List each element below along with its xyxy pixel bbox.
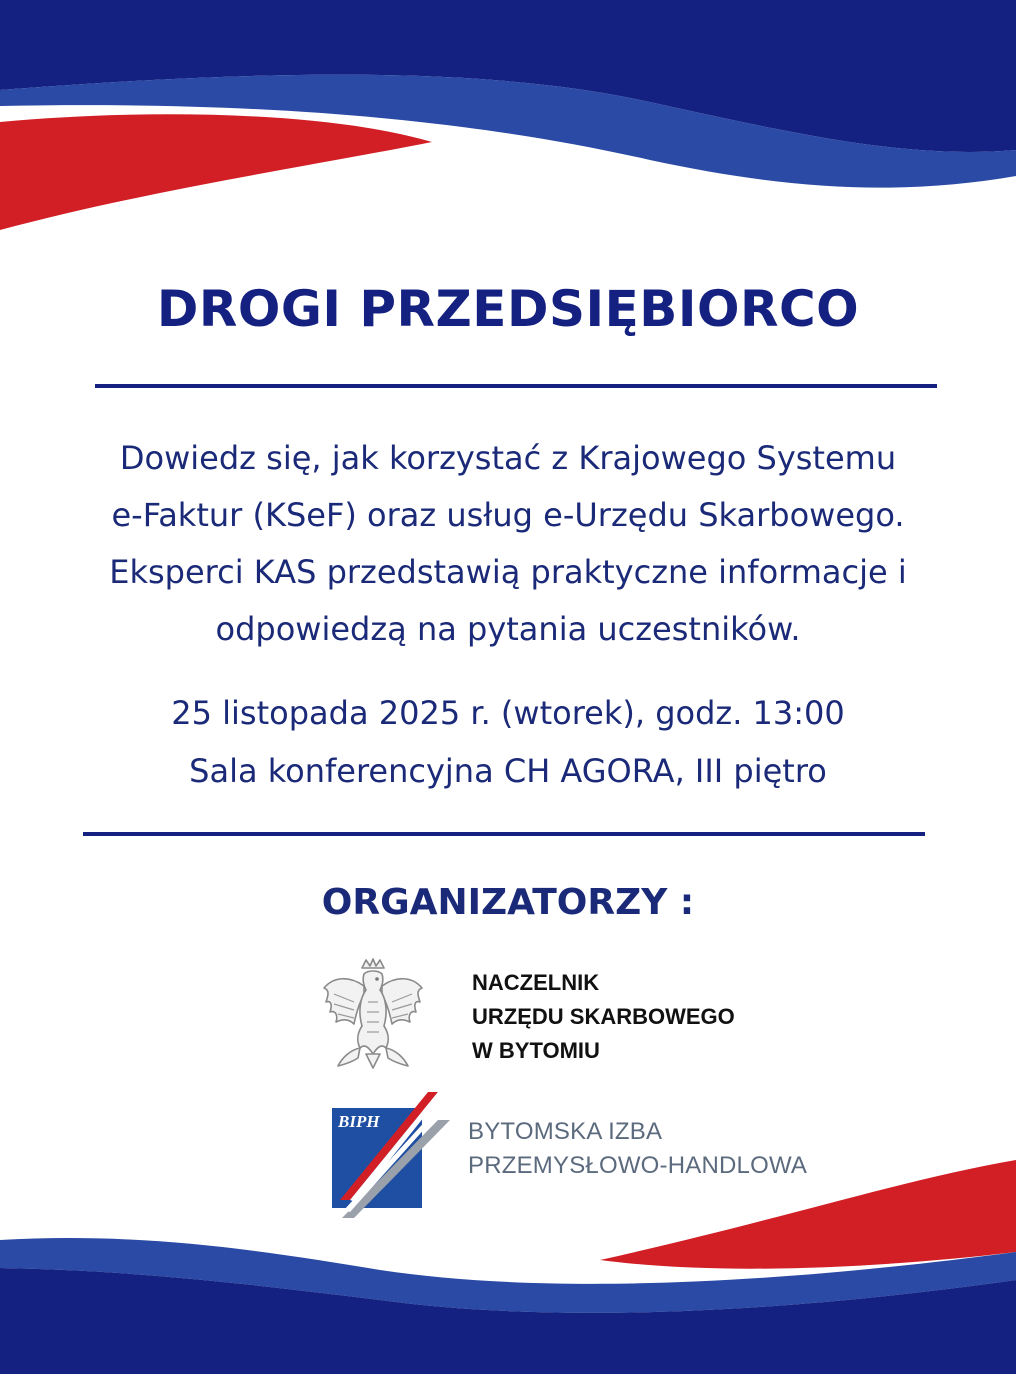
bottom-divider <box>83 832 925 836</box>
top-wave-decoration <box>0 0 1016 240</box>
intro-line: Dowiedz się, jak korzystać z Krajowego Systemu <box>119 439 897 477</box>
organizer-tax-office-line: NACZELNIK <box>472 970 600 995</box>
event-datetime: 25 listopada 2025 r. (wtorek), godz. 13:00 <box>171 694 845 732</box>
eagle-crown <box>362 959 384 968</box>
event-location: Sala konferencyjna CH AGORA, III piętro <box>189 752 827 790</box>
top-red-wave <box>0 114 432 230</box>
biph-logo-text: BIPH <box>338 1112 380 1131</box>
intro-line: Eksperci KAS przedstawią praktyczne informacje i <box>109 553 907 591</box>
organizer-chamber-line: PRZEMYSŁOWO-HANDLOWA <box>468 1152 808 1179</box>
top-divider <box>95 384 937 388</box>
bottom-wave-decoration <box>0 1140 1016 1374</box>
intro-line: e-Faktur (KSeF) oraz usług e-Urzędu Skarbowego. <box>111 496 905 534</box>
eagle-right-leg <box>386 1048 408 1066</box>
intro-paragraph <box>40 430 976 658</box>
organizers-heading: ORGANIZATORZY : <box>321 882 695 923</box>
eagle-tail <box>366 1054 380 1068</box>
organizer-tax-office-line: W BYTOMIU <box>472 1038 600 1063</box>
eagle-left-leg <box>338 1048 360 1066</box>
intro-line: odpowiedzą na pytania uczestników. <box>215 610 801 648</box>
event-details <box>40 684 976 800</box>
organizer-chamber-line: BYTOMSKA IZBA <box>468 1118 663 1145</box>
eagle-right-wing <box>382 979 422 1024</box>
polish-eagle-emblem-icon <box>320 958 426 1070</box>
organizer-tax-office-line: URZĘDU SKARBOWEGO <box>472 1004 735 1029</box>
organizer-tax-office <box>472 966 735 1068</box>
eagle-left-wing <box>324 979 364 1024</box>
headline: DROGI PRZEDSIĘBIORCO <box>156 280 860 338</box>
bottom-red-wave <box>600 1160 1016 1269</box>
